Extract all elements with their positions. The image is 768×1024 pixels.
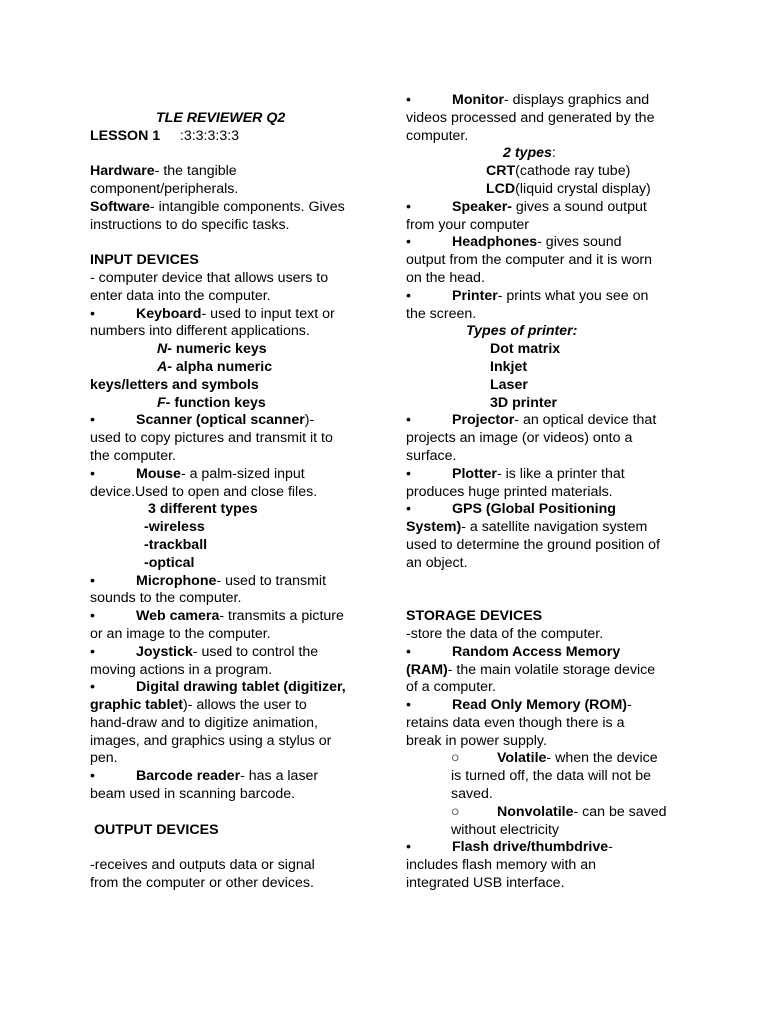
body-text: hand-draw and to digitize animation, bbox=[90, 714, 318, 731]
blank-line bbox=[90, 234, 375, 252]
text-line bbox=[406, 750, 696, 768]
sub-bullet-icon: ○ bbox=[451, 750, 460, 767]
body-text: : bbox=[551, 145, 556, 162]
body-text: - used to transmit bbox=[216, 572, 327, 589]
text-line bbox=[406, 875, 696, 893]
text-line bbox=[406, 199, 696, 217]
text-line bbox=[90, 288, 375, 306]
bold-text: numeric keys bbox=[175, 341, 267, 358]
text-line bbox=[406, 857, 696, 875]
body-text: projects an image (or videos) onto a bbox=[406, 430, 633, 447]
body-text: on the head. bbox=[406, 269, 485, 286]
body-text: an object. bbox=[406, 554, 468, 571]
text-line bbox=[90, 217, 375, 235]
text-line bbox=[90, 128, 375, 146]
body-text: sounds to the computer. bbox=[90, 590, 242, 607]
bold-text: Dot matrix bbox=[490, 341, 561, 358]
text-line bbox=[406, 92, 696, 110]
body-text: beam used in scanning barcode. bbox=[90, 786, 296, 803]
body-text: used to copy pictures and transmit it to bbox=[90, 430, 333, 447]
text-line bbox=[406, 839, 696, 857]
text-line bbox=[90, 555, 375, 573]
text-line bbox=[406, 145, 696, 163]
text-line bbox=[406, 412, 696, 430]
text-line bbox=[406, 519, 696, 537]
bold-text: F- bbox=[157, 394, 175, 411]
text-line bbox=[90, 733, 375, 751]
bold-text: Read Only Memory (ROM) bbox=[452, 697, 628, 714]
bullet-icon: • bbox=[406, 839, 411, 856]
text-line bbox=[406, 270, 696, 288]
bold-text: Joystick bbox=[136, 643, 193, 660]
bullet-icon: • bbox=[406, 287, 411, 304]
bold-text: alpha numeric bbox=[175, 358, 273, 375]
bold-text: Headphones bbox=[452, 234, 538, 251]
bold-text: Microphone bbox=[136, 572, 217, 589]
bold-text: LCD bbox=[486, 180, 516, 197]
bold-text: -optical bbox=[144, 554, 195, 571]
bold-text: 3D printer bbox=[490, 394, 558, 411]
body-text: - a palm-sized input bbox=[180, 465, 305, 482]
text-line bbox=[406, 395, 696, 413]
text-line bbox=[406, 110, 696, 128]
text-line bbox=[406, 679, 696, 697]
body-text: pen. bbox=[90, 750, 118, 767]
bold-text: Laser bbox=[490, 376, 528, 393]
bullet-icon: • bbox=[90, 608, 95, 625]
text-line bbox=[406, 466, 696, 484]
body-text: )- allows the user to bbox=[183, 697, 307, 714]
bold-text: System) bbox=[406, 519, 462, 536]
body-text: :3:3:3:3:3 bbox=[160, 127, 240, 144]
bold-text: Plotter bbox=[452, 465, 497, 482]
text-line bbox=[90, 181, 375, 199]
body-text: used to determine the ground position of bbox=[406, 536, 660, 553]
bullet-icon: • bbox=[406, 465, 411, 482]
bold-text: Speaker- bbox=[452, 198, 512, 215]
bold-text: N- bbox=[157, 341, 176, 358]
body-text: -receives and outputs data or signal bbox=[90, 857, 315, 874]
text-line bbox=[90, 697, 375, 715]
bullet-icon: • bbox=[406, 412, 411, 429]
bullet-icon: • bbox=[90, 572, 95, 589]
bold-text: Hardware bbox=[90, 163, 155, 180]
body-text: moving actions in a program. bbox=[90, 661, 273, 678]
blank-line bbox=[406, 573, 696, 591]
body-text: -store the data of the computer. bbox=[406, 625, 604, 642]
body-text: output from the computer and it is worn bbox=[406, 252, 653, 269]
bold-text: Barcode reader bbox=[136, 768, 241, 785]
blank-line bbox=[406, 590, 696, 608]
bold-text: keys/letters and symbols bbox=[90, 376, 259, 393]
body-text: (liquid crystal display) bbox=[515, 180, 651, 197]
text-line bbox=[90, 110, 375, 128]
body-text: - when the device bbox=[546, 750, 658, 767]
sub-bullet-icon: ○ bbox=[451, 803, 460, 820]
body-text: - is like a printer that bbox=[496, 465, 625, 482]
bold-text: Web camera bbox=[136, 608, 220, 625]
body-text: from your computer bbox=[406, 216, 529, 233]
text-line bbox=[406, 252, 696, 270]
bold-text: OUTPUT DEVICES bbox=[94, 821, 219, 838]
text-line bbox=[406, 163, 696, 181]
text-line bbox=[90, 341, 375, 359]
bold-text: A- bbox=[157, 358, 176, 375]
text-line bbox=[406, 288, 696, 306]
body-text: is turned off, the data will not be bbox=[451, 768, 652, 785]
bullet-icon: • bbox=[90, 679, 95, 696]
bullet-icon: • bbox=[90, 412, 95, 429]
body-text: - displays graphics and bbox=[504, 92, 650, 108]
text-line bbox=[406, 306, 696, 324]
text-line bbox=[406, 448, 696, 466]
text-line bbox=[90, 768, 375, 786]
body-text: the computer. bbox=[90, 447, 176, 464]
body-text: - has a laser bbox=[240, 768, 319, 785]
text-line bbox=[90, 199, 375, 217]
bold-text: TLE REVIEWER Q2 bbox=[156, 109, 286, 126]
bullet-icon: • bbox=[90, 643, 95, 660]
body-text: - transmits a picture bbox=[219, 608, 344, 625]
text-line bbox=[90, 306, 375, 324]
bold-text: Random Access Memory bbox=[452, 643, 621, 660]
bold-text: LESSON 1 bbox=[90, 127, 161, 144]
text-line bbox=[406, 359, 696, 377]
bold-text: Keyboard bbox=[136, 305, 202, 322]
text-line bbox=[90, 662, 375, 680]
text-line bbox=[90, 501, 375, 519]
text-line bbox=[90, 412, 375, 430]
bullet-icon: • bbox=[406, 643, 411, 660]
text-line bbox=[90, 875, 375, 893]
bullet-icon: • bbox=[406, 501, 411, 518]
text-line bbox=[90, 573, 375, 591]
body-text: - the tangible bbox=[154, 163, 237, 180]
bold-text: Projector bbox=[452, 412, 515, 429]
bullet-icon: • bbox=[406, 198, 411, 215]
bold-text: Scanner (optical scanner bbox=[136, 412, 305, 429]
bullet-icon: • bbox=[406, 697, 411, 714]
body-text: (cathode ray tube) bbox=[515, 163, 631, 180]
body-text: or an image to the computer. bbox=[90, 625, 271, 642]
bold-text: -wireless bbox=[144, 519, 205, 536]
blank-line bbox=[90, 145, 375, 163]
bullet-icon: • bbox=[90, 465, 95, 482]
text-line bbox=[90, 519, 375, 537]
text-line bbox=[406, 608, 696, 626]
body-text: - can be saved bbox=[573, 803, 667, 820]
bold-text: CRT bbox=[486, 163, 516, 180]
text-line bbox=[406, 377, 696, 395]
blank-line bbox=[90, 804, 375, 822]
body-text: enter data into the computer. bbox=[90, 287, 271, 304]
text-line bbox=[406, 786, 696, 804]
text-line bbox=[406, 501, 696, 519]
bold-text: -trackball bbox=[144, 536, 208, 553]
body-text: - bbox=[608, 839, 613, 856]
text-line bbox=[90, 466, 375, 484]
text-line bbox=[406, 537, 696, 555]
text-line bbox=[406, 555, 696, 573]
bold-text: Volatile bbox=[497, 750, 547, 767]
text-line bbox=[90, 857, 375, 875]
body-text: break in power supply. bbox=[406, 732, 547, 749]
text-line bbox=[90, 395, 375, 413]
body-text: surface. bbox=[406, 447, 457, 464]
text-line bbox=[406, 323, 696, 341]
text-line bbox=[90, 484, 375, 502]
text-line bbox=[406, 626, 696, 644]
bold-text: STORAGE DEVICES bbox=[406, 608, 543, 625]
bold-text: Types of printer: bbox=[466, 323, 578, 340]
text-line bbox=[406, 733, 696, 751]
text-line bbox=[90, 430, 375, 448]
text-line bbox=[90, 323, 375, 341]
body-text: device.Used to open and close files. bbox=[90, 483, 318, 500]
text-line bbox=[90, 377, 375, 395]
body-text: - the main volatile storage device bbox=[447, 661, 656, 678]
bold-text: Monitor bbox=[452, 92, 505, 108]
body-text: from the computer or other devices. bbox=[90, 875, 314, 892]
bullet-icon: • bbox=[406, 92, 411, 108]
body-text: saved. bbox=[451, 786, 493, 803]
body-text: computer. bbox=[406, 127, 469, 144]
text-line bbox=[90, 644, 375, 662]
text-line bbox=[90, 715, 375, 733]
bold-text: graphic tablet bbox=[90, 697, 184, 714]
bold-text: Printer bbox=[452, 287, 498, 304]
bold-text: Software bbox=[90, 198, 150, 215]
text-line bbox=[406, 768, 696, 786]
text-line bbox=[90, 163, 375, 181]
body-text: - used to input text or bbox=[201, 305, 335, 322]
body-text: retains data even though there is a bbox=[406, 714, 625, 731]
bold-text: 2 types bbox=[503, 145, 552, 162]
bold-text: Digital drawing tablet (digitizer, bbox=[136, 679, 346, 696]
text-line bbox=[406, 804, 696, 822]
text-line bbox=[406, 644, 696, 662]
body-text: produces huge printed materials. bbox=[406, 483, 613, 500]
text-line bbox=[406, 697, 696, 715]
bold-text: Inkjet bbox=[490, 358, 528, 375]
bold-text: GPS (Global Positioning bbox=[452, 501, 616, 518]
body-text: images, and graphics using a stylus or bbox=[90, 732, 332, 749]
body-text: gives a sound output bbox=[511, 198, 647, 215]
text-line bbox=[90, 252, 375, 270]
text-line bbox=[406, 484, 696, 502]
body-text: integrated USB interface. bbox=[406, 875, 565, 892]
bold-text: function keys bbox=[174, 394, 266, 411]
body-text: instructions to do specific tasks. bbox=[90, 216, 290, 233]
text-line bbox=[406, 217, 696, 235]
bold-text: Flash drive/thumbdrive bbox=[452, 839, 609, 856]
text-line bbox=[90, 537, 375, 555]
body-text: - a satellite navigation system bbox=[461, 519, 648, 536]
body-text: of a computer. bbox=[406, 679, 496, 696]
right-column bbox=[406, 92, 696, 893]
bold-text: (RAM) bbox=[406, 661, 448, 678]
text-line bbox=[406, 341, 696, 359]
body-text: the screen. bbox=[406, 305, 477, 322]
body-text: - computer device that allows users to bbox=[90, 269, 329, 286]
bullet-icon: • bbox=[406, 234, 411, 251]
body-text: - gives sound bbox=[537, 234, 622, 251]
text-line bbox=[90, 750, 375, 768]
text-line bbox=[406, 822, 696, 840]
body-text: includes flash memory with an bbox=[406, 857, 597, 874]
text-line bbox=[406, 662, 696, 680]
body-text: - an optical device that bbox=[514, 412, 657, 429]
bullet-icon: • bbox=[90, 305, 95, 322]
bold-text: Mouse bbox=[136, 465, 181, 482]
text-line bbox=[406, 715, 696, 733]
text-line bbox=[406, 181, 696, 199]
body-text: - prints what you see on bbox=[497, 287, 649, 304]
text-line bbox=[90, 626, 375, 644]
text-line bbox=[90, 608, 375, 626]
text-line bbox=[406, 234, 696, 252]
text-line bbox=[90, 822, 375, 840]
blank-line bbox=[90, 92, 375, 110]
text-line bbox=[90, 359, 375, 377]
bold-text: 3 different types bbox=[148, 501, 258, 518]
bold-text: Nonvolatile bbox=[497, 803, 574, 820]
blank-line bbox=[90, 839, 375, 857]
body-text: )- bbox=[304, 412, 315, 429]
bold-text: INPUT DEVICES bbox=[90, 252, 199, 269]
text-line bbox=[406, 128, 696, 146]
text-line bbox=[90, 590, 375, 608]
text-line bbox=[90, 270, 375, 288]
body-text: - used to control the bbox=[192, 643, 319, 660]
text-line bbox=[90, 448, 375, 466]
bullet-icon: • bbox=[90, 768, 95, 785]
body-text: - bbox=[627, 697, 632, 714]
text-line bbox=[90, 679, 375, 697]
body-text: component/peripherals. bbox=[90, 180, 239, 197]
left-column bbox=[90, 92, 375, 893]
body-text: without electricity bbox=[451, 821, 560, 838]
text-line bbox=[90, 786, 375, 804]
body-text: - intangible components. Gives bbox=[149, 198, 345, 215]
body-text: numbers into different applications. bbox=[90, 323, 310, 340]
body-text: videos processed and generated by the bbox=[406, 109, 655, 126]
text-line bbox=[406, 430, 696, 448]
